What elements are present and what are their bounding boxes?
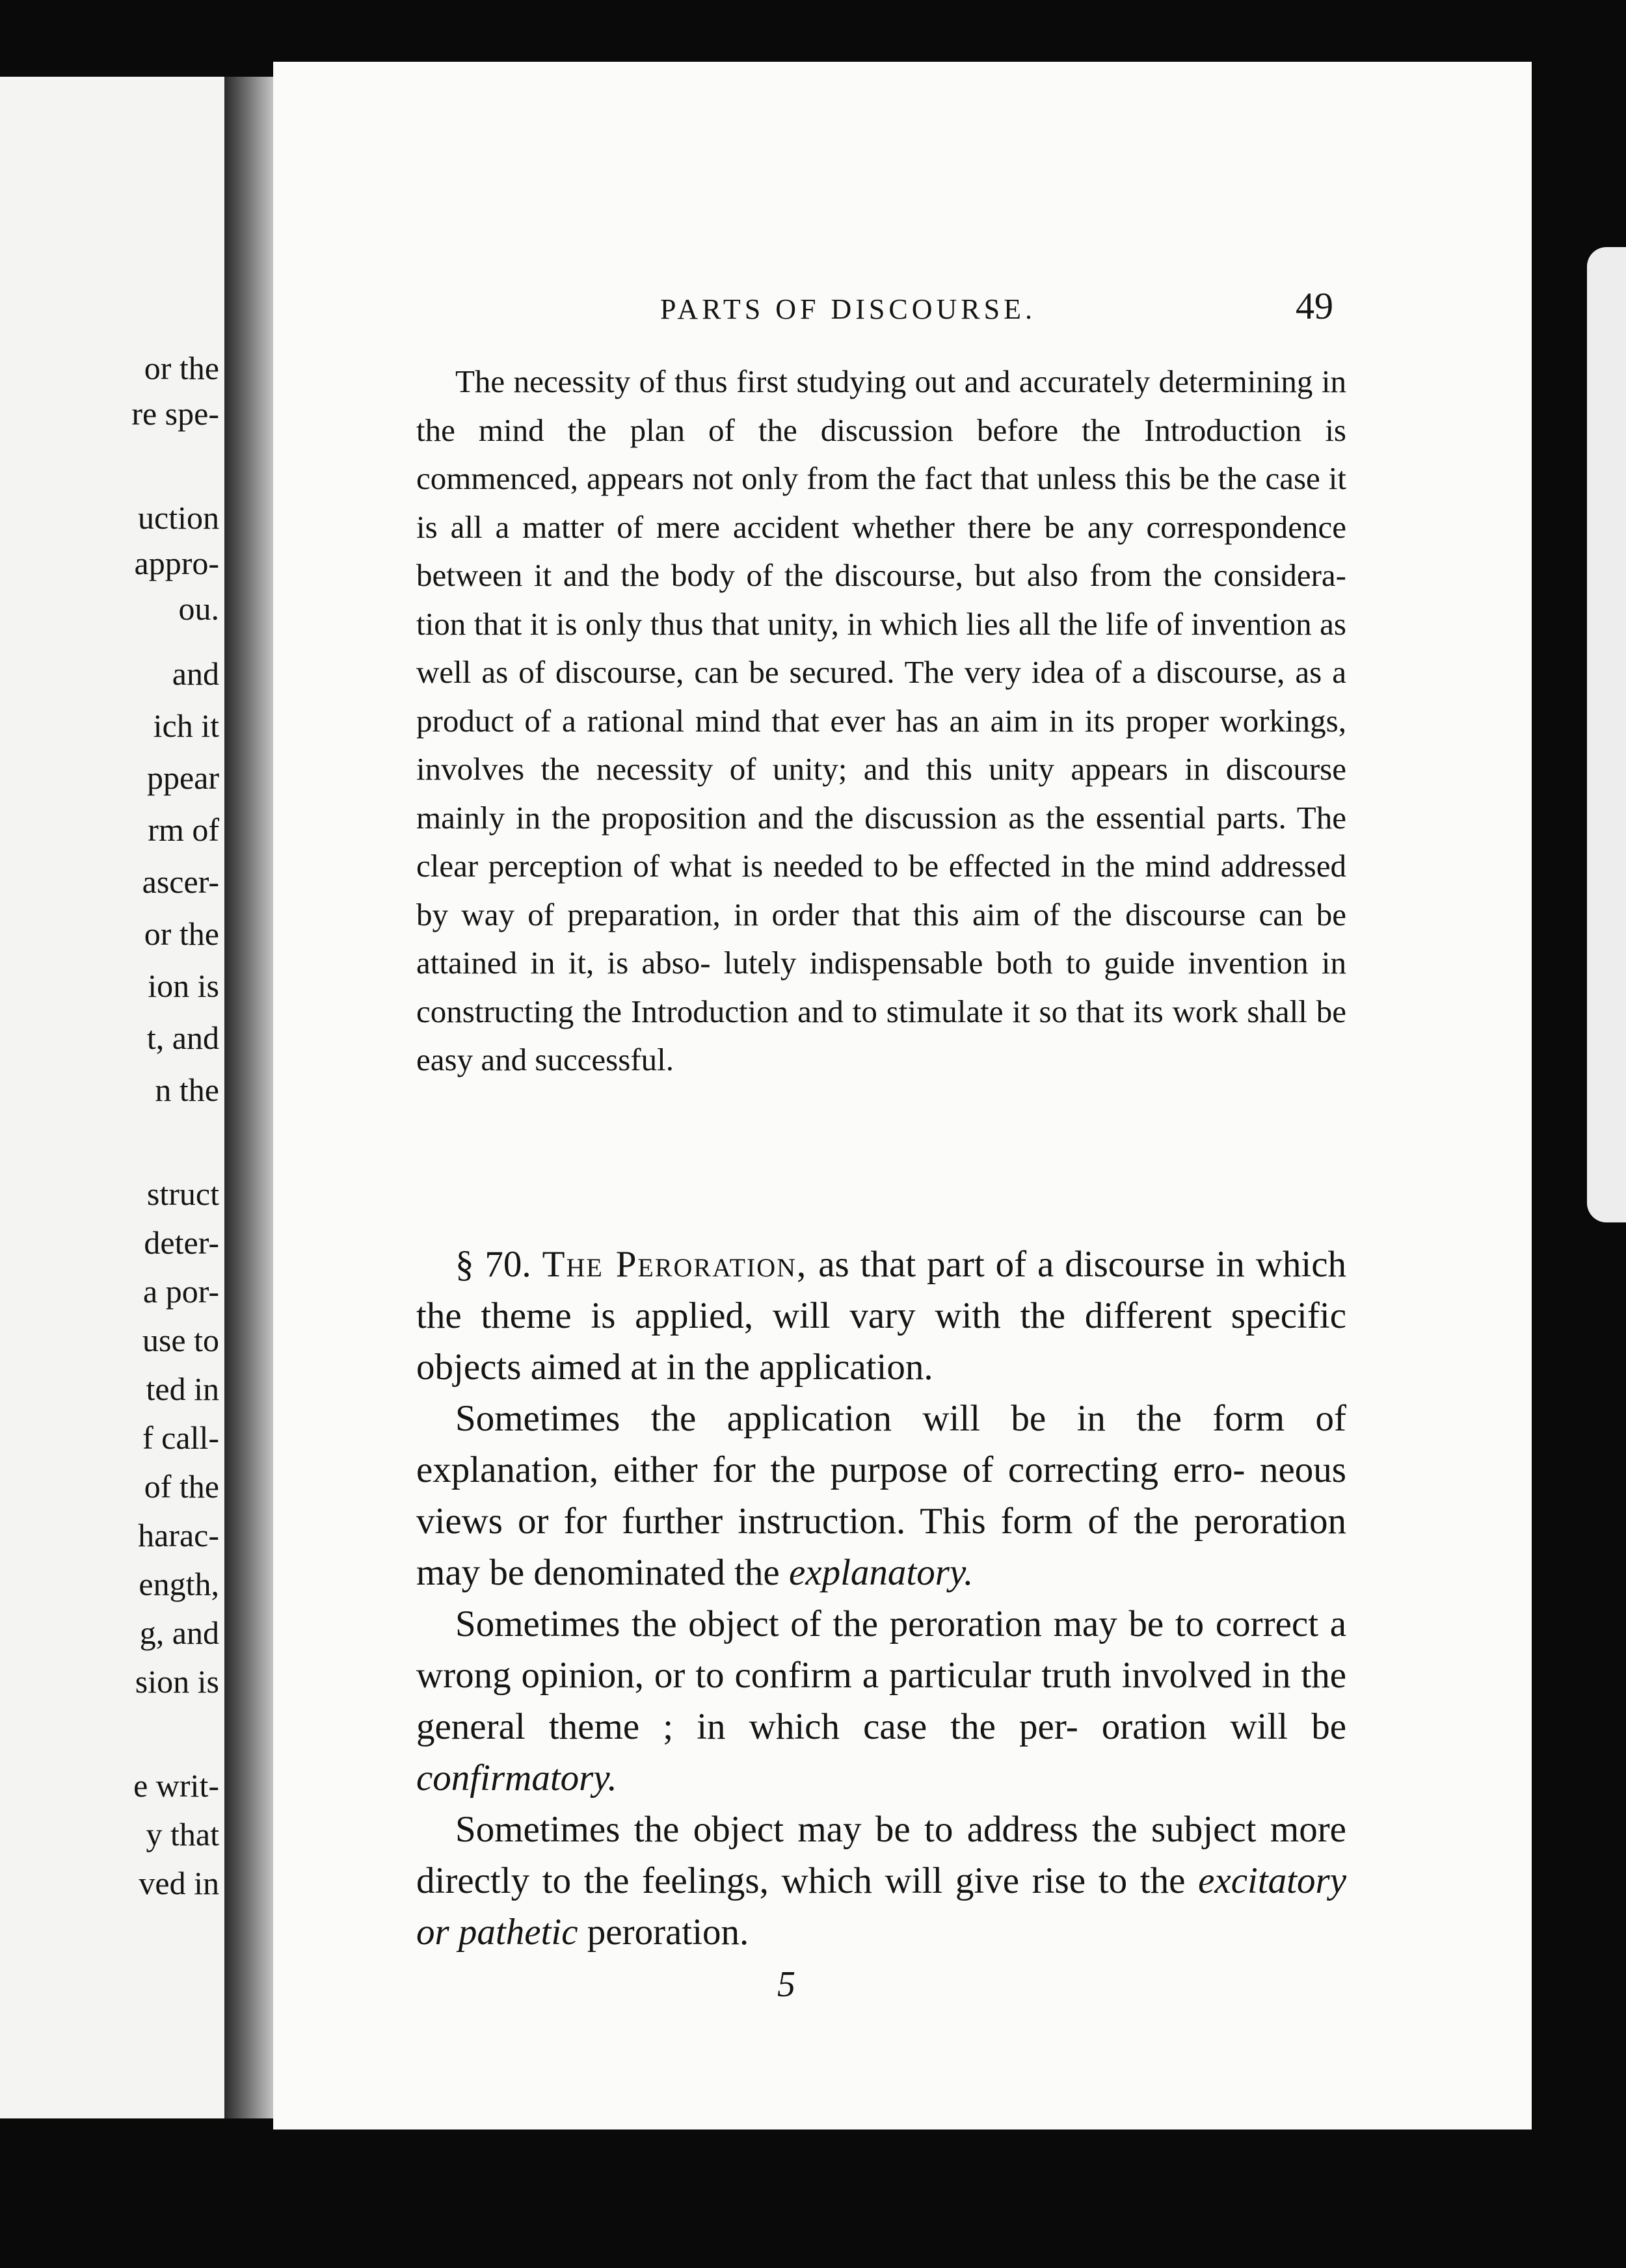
facing-line: struct	[146, 1176, 219, 1212]
facing-line: n the	[155, 1072, 219, 1108]
facing-line: uction	[138, 499, 219, 536]
paragraph-text: Sometimes the application will be in the form of explanation, either for the purpose of correcting erro- neous views or for further instruction. This form of the peroration may be denominated the	[416, 1398, 1346, 1593]
book-gutter	[224, 77, 276, 2118]
facing-line: rm of	[148, 811, 219, 848]
paragraph-text: Sometimes the object of the peroration may be to correct a wrong opinion, or to confirm a particular truth involved in the general theme ; in which case the per- oration will be	[416, 1603, 1346, 1747]
facing-line: ted in	[146, 1371, 219, 1407]
paragraph-text: Sometimes the object may be to address the subject more directly to the feelings, which will give rise to the	[416, 1809, 1346, 1901]
page-number: 49	[1296, 285, 1333, 327]
facing-line: ppear	[146, 759, 219, 796]
facing-line: sion is	[135, 1663, 219, 1700]
page-edge	[1587, 247, 1626, 1222]
paragraph-text-end: peroration.	[578, 1912, 749, 1953]
facing-line: y that	[146, 1816, 219, 1853]
facing-line: e writ-	[133, 1767, 219, 1804]
section-number: § 70.	[455, 1244, 531, 1285]
facing-line: ich it	[153, 707, 219, 744]
running-head: PARTS OF DISCOURSE.	[660, 293, 1036, 325]
section-heading: The Peroration,	[542, 1244, 808, 1285]
facing-line: a por-	[143, 1273, 219, 1310]
term-explanatory: explanatory.	[788, 1552, 974, 1593]
section-text: as that part of a discourse in which the theme is applied, will vary with the different specific objects aimed at in the application.	[416, 1244, 1347, 1388]
facing-line: deter-	[144, 1224, 219, 1261]
facing-line: t, and	[146, 1020, 219, 1056]
term-confirmatory: confirmatory.	[416, 1758, 617, 1799]
facing-line: or the	[144, 916, 219, 952]
facing-page-fragment	[0, 77, 224, 2118]
facing-line: g, and	[139, 1615, 219, 1651]
paragraph-confirmatory	[416, 1598, 1346, 1804]
facing-line: ou.	[178, 590, 219, 627]
facing-line: ascer-	[142, 864, 219, 900]
section-70	[416, 1239, 1346, 1958]
paragraph-unity: The necessity of thus first studying out and accurately determining in the mind the plan of the discussion before the Introduction is commenced, appears not only from the fact that unless this be the case it is all a matter of mere accident whether there be any correspondence between it and the body of the discourse, but also from the considera- tion that it is only thus that unity, in which lies all the life of invention as well as of discourse, can be secured. The very idea of a discourse, as a product of a rational mind that ever has an aim in its proper workings, involves the necessity of unity; and this unity appears in discourse mainly in the proposition and the discussion as the essential parts. The clear perception of what is needed to be effected in the mind addressed by way of preparation, in order that this aim of the discourse can be attained in it, is abso- lutely indispensable both to guide invention in constructing the Introduction and to stimulate it so that its work shall be easy and successful.	[416, 363, 1346, 1077]
facing-line: and	[172, 655, 219, 692]
section-70-paragraph	[416, 1239, 1346, 1393]
facing-line: re spe-	[131, 395, 219, 432]
facing-line: use to	[142, 1322, 219, 1358]
facing-line: or the	[144, 350, 219, 386]
term-excitatory: excitatory or pathetic	[416, 1860, 1346, 1953]
facing-line: harac-	[138, 1517, 219, 1553]
facing-line: f call-	[142, 1419, 219, 1456]
signature-mark: 5	[777, 1964, 795, 2005]
paragraph-explanatory	[416, 1393, 1346, 1598]
facing-line: ion is	[148, 968, 219, 1004]
facing-line: appro-	[134, 545, 219, 581]
facing-line: of the	[144, 1468, 219, 1505]
facing-line: ength,	[139, 1566, 219, 1602]
facing-line: ved in	[139, 1865, 219, 1901]
paragraph-excitatory	[416, 1804, 1346, 1958]
